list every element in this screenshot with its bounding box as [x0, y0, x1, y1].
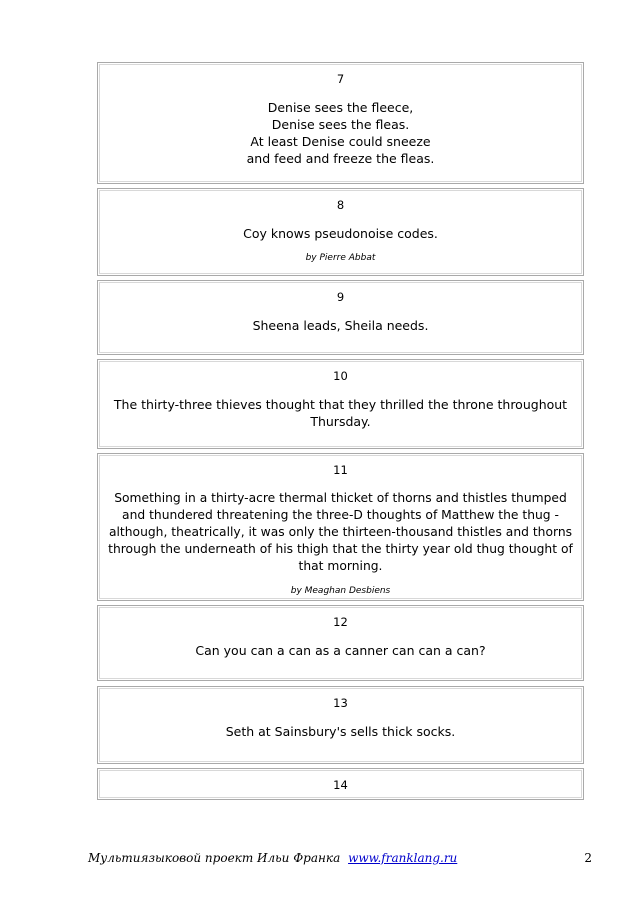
twister-number: 11	[333, 463, 348, 477]
twister-text: The thirty-three thieves thought that they thrilled the throne throughout Thursday.	[113, 397, 568, 429]
page-number: 2	[584, 851, 592, 865]
twister-text: Something in a thirty-acre thermal thicket of thorns and thistles thumped and thundered threatening the three-D thoughts of Matthew the thug - although, theatrically, it was only the thirteen-thousand thistles and thorns through the underneath of his thigh that the thirty year old thug thought of that morning.	[108, 491, 573, 573]
twister-block-11	[97, 453, 584, 601]
twister-author: by Meaghan Desbiens	[290, 586, 391, 596]
twister-author: by Pierre Abbat	[305, 253, 376, 263]
page-footer	[88, 849, 592, 867]
twister-block-9	[97, 280, 584, 355]
twister-block-7	[97, 62, 584, 184]
footer-website-link[interactable]: www.franklang.ru	[348, 851, 458, 865]
twister-number: 13	[333, 696, 348, 710]
twister-block-10	[97, 359, 584, 449]
twister-text: Can you can a can as a canner can can a can?	[195, 643, 486, 658]
twister-block-8	[97, 188, 584, 276]
twister-text: Seth at Sainsbury's sells thick socks.	[225, 724, 456, 739]
twister-number: 14	[333, 778, 348, 792]
twister-number: 10	[333, 369, 348, 383]
twister-block-14	[97, 768, 584, 800]
twister-number: 8	[336, 198, 345, 212]
twister-text: Coy knows pseudonoise codes.	[243, 226, 438, 241]
twister-text: Sheena leads, Sheila needs.	[252, 318, 429, 333]
twister-block-12	[97, 605, 584, 681]
twister-number: 12	[333, 615, 348, 629]
twister-number: 7	[336, 72, 345, 86]
footer-project-name: Мультиязыковой проект Ильи Франка	[88, 851, 341, 865]
twister-number: 9	[336, 290, 345, 304]
twister-text: Denise sees the fleece, Denise sees the fleas. At least Denise could sneeze and feed and freeze the fleas.	[246, 100, 435, 166]
twister-block-13	[97, 686, 584, 764]
